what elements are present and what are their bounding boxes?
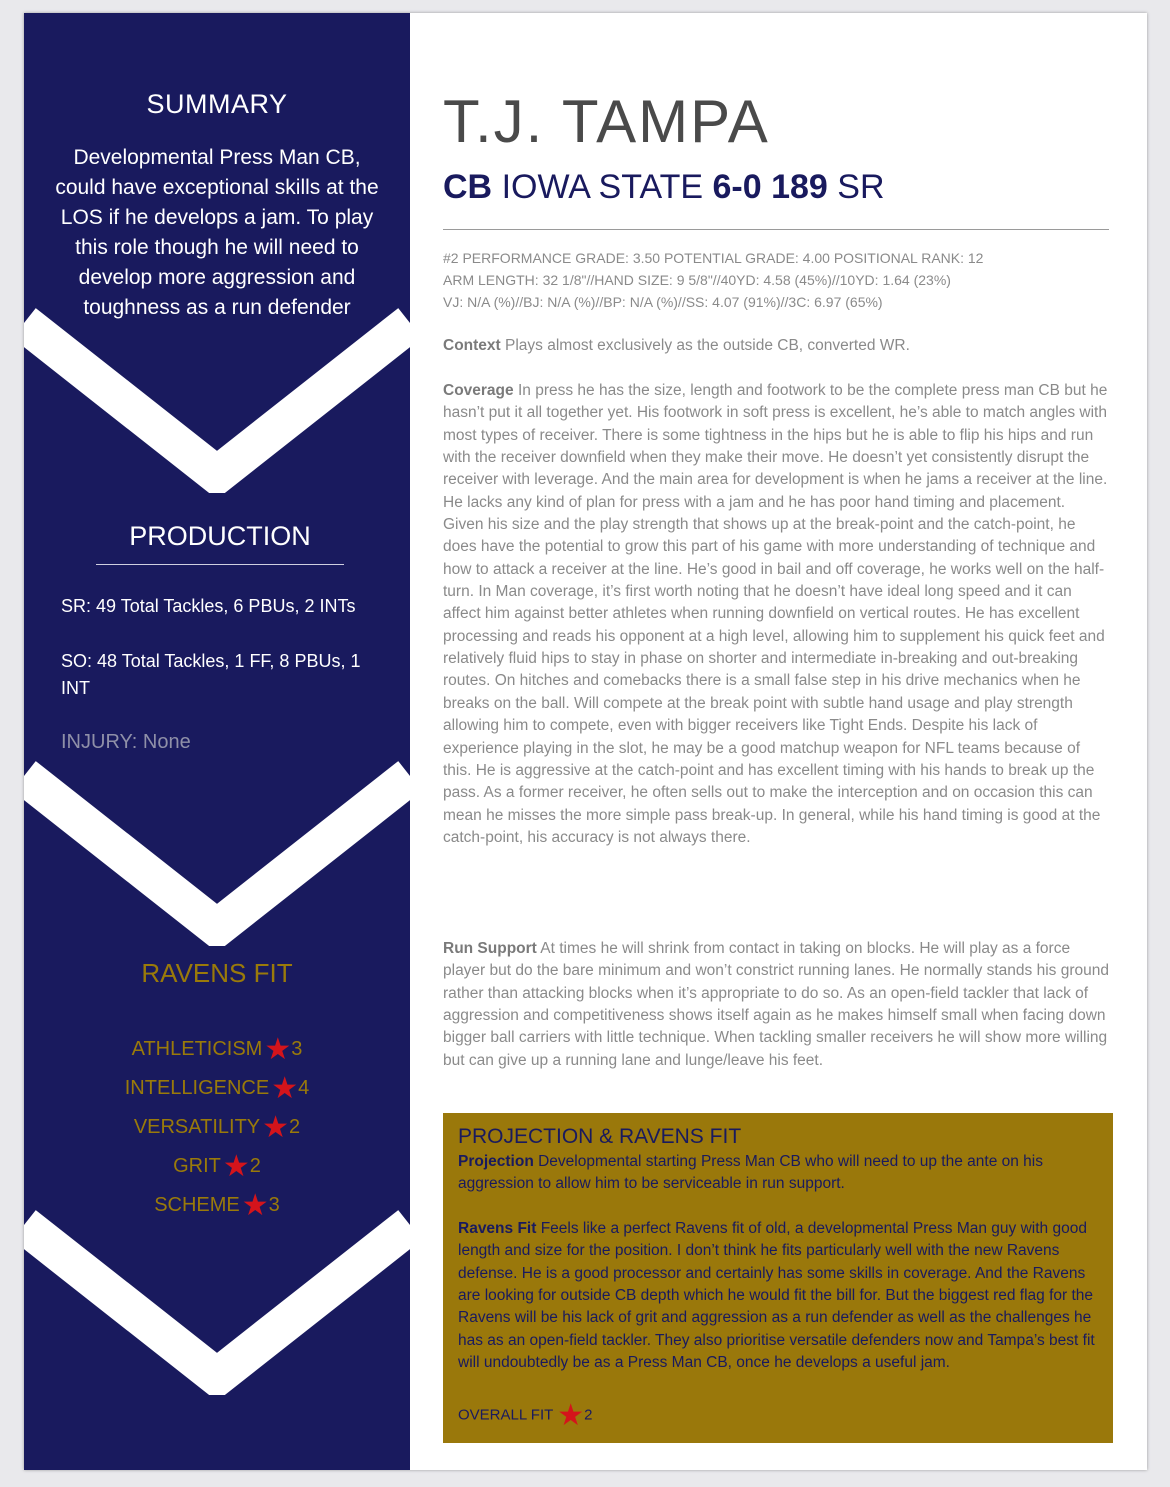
coverage-paragraph xyxy=(443,380,1109,849)
projection-paragraph xyxy=(458,1151,1096,1196)
summary-text: Developmental Press Man CB, could have exceptional skills at the LOS if he develops a jam. To play this role though he will need to develop more aggression and toughness as a run defender xyxy=(55,146,379,319)
divider xyxy=(443,229,1109,230)
overall-fit-label: OVERALL FIT xyxy=(458,1406,554,1424)
coverage-text: In press he has the size, length and footwork to be the complete press man CB but he hasn’t put it all together yet. His footwork in soft press is excellent, he’s able to match angles with most types of receiver. There is some tightness in the hips but he is able to flip his hips and run with the receiver downfield when they make their move. He doesn’t yet consistently disrupt the receiver with leverage. And the main area for development is when he jams a receiver at the line. He lacks any kind of plan for press with a jam and he has poor hand timing and placement. Given his size and the play strength that shows up at the break-point and the catch-point, he does have the potential to grow this part of his game with more understanding of technique and how to attack a receiver at the line. He’s good in bail and off coverage, he works well on the half-turn. In Man coverage, it’s first worth noting that he doesn’t have ideal long speed and it can affect him against better athletes when running downfield on vertical routes. He has excellent processing and reads his opponent at a high level, allowing him to supplement his quick feet and relatively fluid hips to stay in phase on shorter and intermediate in-breaking and out-breaking routes. On hitches and comebacks there is a small false step in his drive mechanics when he breaks on the ball. Will compete at the break point with subtle hand usage and play strength allowing him to compete, even with bigger receivers like Tight Ends. Despite his lack of experience playing in the slot, he may be a good matchup weapon for NFL teams because of this. He is aggressive at the catch-point and has excellent timing with his hands to break up the pass. As a former receiver, he often sells out to make the interception and on occasion this can mean he misses the more simple pass break-up. In general, while his hand timing is good at the catch-point, his accuracy is not always there. xyxy=(443,382,1108,846)
star-icon: ★ xyxy=(241,1189,269,1222)
player-height-weight: 6-0 189 xyxy=(712,168,828,206)
player-name: T.J. TAMPA xyxy=(443,88,770,155)
fit-label: SCHEME xyxy=(154,1194,240,1216)
projection-text: Developmental starting Press Man CB who will need to up the ante on his aggression to allow him to be serviceable in run support. xyxy=(458,1153,1043,1193)
injury-status: INJURY: None xyxy=(61,731,191,753)
ravens-fit-label: Ravens Fit xyxy=(458,1220,537,1237)
overall-fit xyxy=(458,1398,592,1433)
sidebar xyxy=(24,13,410,1470)
context-text: Plays almost exclusively as the outside CB, converted WR. xyxy=(505,337,910,354)
fit-score: 2 xyxy=(289,1116,301,1138)
production-title: PRODUCTION xyxy=(96,521,344,565)
measurables-line: ARM LENGTH: 32 1/8"//HAND SIZE: 9 5/8"//40YD: 4.58 (45%)//10YD: 1.64 (23%) xyxy=(443,272,951,288)
run-support-paragraph xyxy=(443,938,1109,1072)
projection-box xyxy=(443,1113,1113,1443)
fit-label: VERSATILITY xyxy=(133,1116,261,1138)
player-position: CB xyxy=(443,168,493,206)
chevron-decoration xyxy=(24,756,410,946)
context-paragraph xyxy=(443,335,1109,357)
overall-fit-score: 2 xyxy=(584,1406,593,1424)
grade-line: #2 PERFORMANCE GRADE: 3.50 POTENTIAL GRADE: 4.00 POSITIONAL RANK: 12 xyxy=(443,250,984,266)
grades-block xyxy=(443,247,1109,313)
chevron-decoration xyxy=(24,1205,410,1395)
fit-row-versatility xyxy=(24,1110,410,1145)
context-label: Context xyxy=(443,337,501,354)
fit-score: 3 xyxy=(291,1038,303,1060)
production-line-so: SO: 48 Total Tackles, 1 FF, 8 PBUs, 1 INT xyxy=(61,651,361,698)
fit-label: GRIT xyxy=(173,1155,221,1177)
star-icon: ★ xyxy=(262,1111,290,1144)
chevron-decoration xyxy=(24,303,410,493)
production-line-sr: SR: 49 Total Tackles, 6 PBUs, 2 INTs xyxy=(61,596,356,616)
player-subline xyxy=(443,168,885,207)
ravens-fit-paragraph xyxy=(458,1218,1096,1374)
player-school: IOWA STATE xyxy=(501,168,704,206)
star-icon: ★ xyxy=(264,1033,292,1066)
run-support-label: Run Support xyxy=(443,940,537,957)
fit-score: 4 xyxy=(298,1077,310,1099)
ravens-fit-text: Feels like a perfect Ravens fit of old, a developmental Press Man guy with good length and size for the position. I don’t think he fits particularly well with the new Ravens defense. He is a good processor and certainly has some skills in coverage. And the Ravens are looking for outside CB depth which he would fit the bill for. But the biggest red flag for the Ravens will be his lack of grit and aggression as a run defender as well as the challenges he has as an open-field tackler. They also prioritise versatile defenders now and Tampa’s best fit will undoubtedly be as a Press Man CB, once he develops a useful jam. xyxy=(458,1220,1095,1372)
fit-label: INTELLIGENCE xyxy=(124,1077,270,1099)
run-support-text: At times he will shrink from contact in taking on blocks. He will play as a force player but do the bare minimum and won’t constrict running lanes. He normally stands his ground rather than attacking blocks when it’s appropriate to do so. As an open-field tackler that lack of aggression and competitiveness shows itself again as he makes himself small when facing down bigger ball carriers with little technique. When tackling smaller receivers he will show more willing but can give up a running lane and lunge/leave his feet. xyxy=(443,940,1109,1069)
fit-row-scheme xyxy=(24,1188,410,1223)
projection-title: PROJECTION & RAVENS FIT xyxy=(458,1125,742,1148)
star-icon: ★ xyxy=(557,1399,585,1432)
scouting-report-page xyxy=(24,13,1147,1470)
fit-row-intelligence xyxy=(24,1071,410,1106)
fit-row-grit xyxy=(24,1149,410,1184)
projection-label: Projection xyxy=(458,1153,534,1170)
fit-row-athleticism xyxy=(24,1032,410,1067)
coverage-label: Coverage xyxy=(443,382,514,399)
fit-score: 3 xyxy=(268,1194,280,1216)
star-icon: ★ xyxy=(271,1072,299,1105)
summary-title: SUMMARY xyxy=(146,89,288,119)
ravens-fit-title: RAVENS FIT xyxy=(141,958,293,988)
fit-score: 2 xyxy=(249,1155,261,1177)
fit-label: ATHLETICISM xyxy=(131,1038,263,1060)
measurables-line: VJ: N/A (%)//BJ: N/A (%)//BP: N/A (%)//SS: 4.07 (91%)//3C: 6.97 (65%) xyxy=(443,294,883,310)
player-class: SR xyxy=(837,168,885,206)
star-icon: ★ xyxy=(222,1150,250,1183)
